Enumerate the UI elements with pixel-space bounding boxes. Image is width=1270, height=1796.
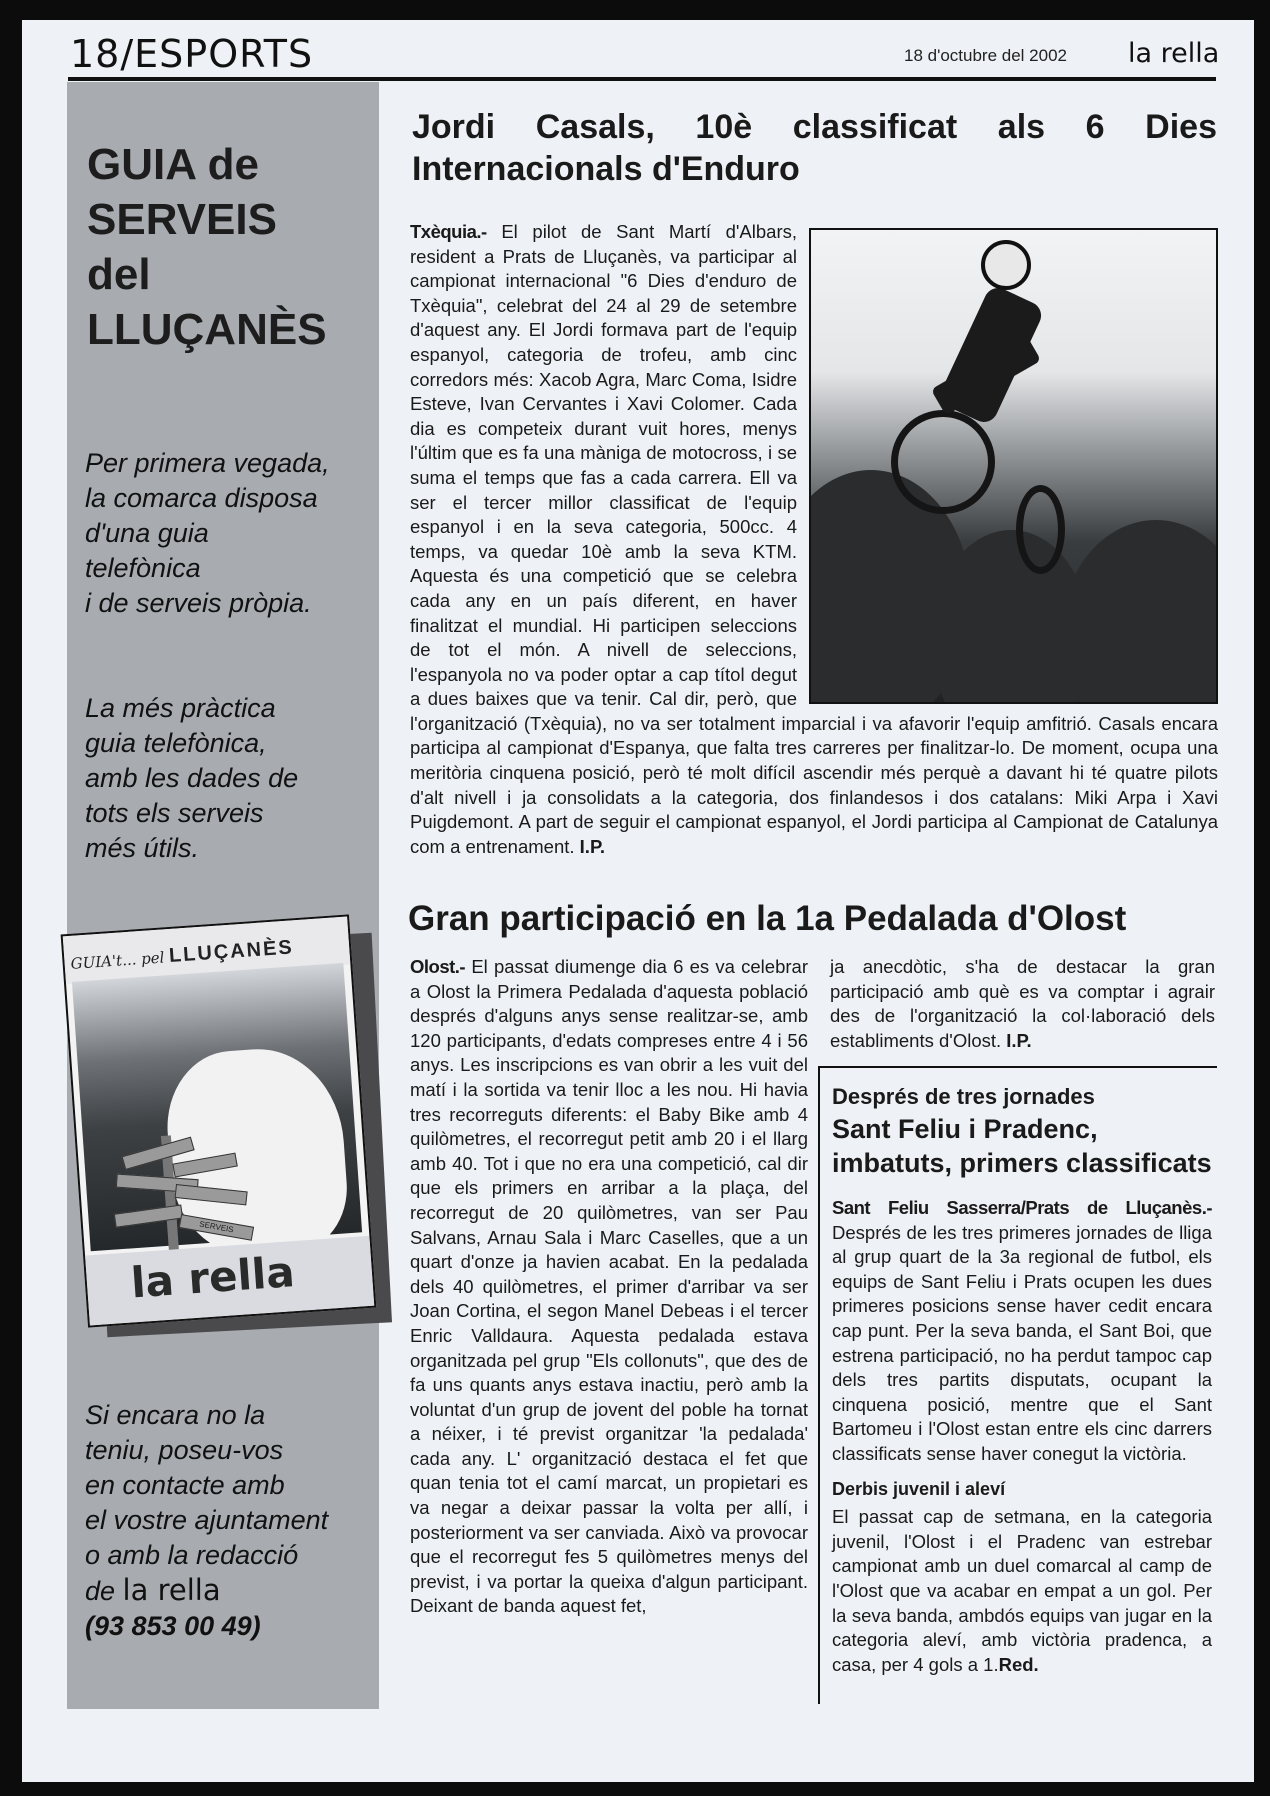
promo-line: Per primera vegada, bbox=[85, 448, 330, 478]
signpost-arrow: SERVEIS bbox=[179, 1214, 254, 1241]
promo-line: amb les dades de bbox=[85, 763, 299, 793]
football-article-box bbox=[818, 1066, 1217, 1704]
article2-signature: I.P. bbox=[1006, 1029, 1032, 1051]
promo-line: La més pràctica bbox=[85, 693, 276, 723]
article2-dateline: Olost.- bbox=[410, 956, 466, 977]
article1-headline: Jordi Casals, 10è classificat als 6 Dies Internacionals d'Enduro bbox=[412, 108, 1217, 188]
rider-helmet bbox=[981, 240, 1031, 290]
tree-shape bbox=[1061, 520, 1218, 704]
guide-cover-image bbox=[61, 914, 377, 1327]
cover-region: LLUÇANÈS bbox=[168, 936, 295, 968]
article2-column-2 bbox=[830, 955, 1215, 1053]
guide-title bbox=[87, 137, 327, 357]
newspaper-page bbox=[22, 20, 1254, 1782]
section-title: 18/ESPORTS bbox=[70, 32, 314, 76]
promo-line: més útils. bbox=[85, 833, 200, 863]
promo-line: tots els serveis bbox=[85, 798, 264, 828]
article3-subheading: Derbis juvenil i aleví bbox=[832, 1478, 1006, 1499]
motocross-photo bbox=[809, 228, 1218, 704]
guide-title-line: del bbox=[87, 250, 151, 299]
contact-line: o amb la redacció bbox=[85, 1540, 299, 1570]
contact-line: el vostre ajuntament bbox=[85, 1505, 329, 1535]
promo-text-1 bbox=[85, 446, 330, 621]
guide-title-line: SERVEIS bbox=[87, 195, 277, 244]
front-wheel bbox=[891, 410, 995, 514]
contact-prefix: de bbox=[85, 1576, 123, 1606]
article3-kicker: Després de tres jornades bbox=[832, 1084, 1095, 1109]
promo-text-2 bbox=[85, 691, 298, 866]
promo-line: guia telefònica, bbox=[85, 728, 267, 758]
promo-line: la comarca disposa bbox=[85, 483, 318, 513]
contact-text bbox=[85, 1398, 328, 1644]
contact-phone: (93 853 00 49) bbox=[85, 1611, 261, 1641]
contact-line: Si encara no la bbox=[85, 1400, 266, 1430]
guide-advert-sidebar bbox=[67, 82, 379, 1709]
article3-paragraph bbox=[832, 1196, 1212, 1467]
cover-guia-text: GUIA't... pel bbox=[70, 948, 165, 973]
article3-text-1: Després de les tres primeres jornades de lliga al grup quart de la 3a regional de futbol, els equips de Sant Feliu i Prats ocupen les dues primeres posicions sense haver cedit encara cap punt. Per la seva banda, el Sant Boi, que estrena participació, no ha perdut tampoc cap dels tres partits disputats, ocupant la cinquena posició, mentre que el Sant Bartomeu i l'Olost estan entre els cinc darrers classificats sense haver conegut la victòria. bbox=[832, 1221, 1212, 1464]
article3-headline: Sant Feliu i Pradenc, imbatuts, primers classificats bbox=[832, 1114, 1212, 1178]
guide-title-line: GUIA de bbox=[87, 140, 259, 189]
rear-wheel bbox=[1016, 485, 1065, 574]
article3-paragraph bbox=[832, 1505, 1212, 1677]
contact-brand: la rella bbox=[122, 1573, 221, 1607]
guide-title-line: LLUÇANÈS bbox=[87, 305, 327, 354]
cover-landscape-photo bbox=[72, 963, 362, 1251]
article1-signature: I.P. bbox=[579, 835, 606, 857]
article1-text: El pilot de Sant Martí d'Albars, resident a Prats de Lluçanès, va participar al campionat internacional "6 Dies d'enduro de Txèquia", celebrat del 24 al 29 de setembre d'aquest any. El Jordi formava part de l'equip espanyol, categoria de trofeu, amb cinc corredors més: Xacob Agra, Marc Coma, Isidre Esteve, Ivan Cervantes i Xavi Colomer. Cada dia es competeix durant vuit hores, menys l'últim que es fa una màniga de motocross, i se suma el temps que fas a cada carrera. Ell va ser el tercer millor classificat de l'equip espanyol i en la seva categoria, 500cc. 4 temps, va quedar 10è amb la seva KTM. Aquesta és una competició que se celebra cada any en un país diferent, en haver finalitzat el mundial. Hi participen seleccions de tot el món. A nivell de seleccions, l'espanyola no va poder optar a cap títol degut a dues baixes que va tenir. Cal dir, però, que l'organització (Txèquia), no va ser totalment imparcial i va afavorir l'equip amfitrió. Casals encara participa al campionat d'Espanya, que falta tres carreres per finalitzar-lo. De moment, ocupa una meritòria cinquena posició, però té molt difícil ascendir més perquè a davant hi té quatre pilots d'alt nivell i ja consolidats a la categoria, dos finlandesos i dos catalans: Miki Arpa i Xavi Puigdemont. A part de seguir el campionat espanyol, el Jordi participa al Campionat de Catalunya com a entrenament. bbox=[410, 221, 1218, 857]
article1-dateline: Txèquia.- bbox=[410, 221, 487, 242]
article3-dateline: Sant Feliu Sasserra/Prats de Lluçanès.- bbox=[832, 1197, 1212, 1218]
promo-line: d'una guia bbox=[85, 518, 209, 548]
cover-brand: la rella bbox=[129, 1247, 297, 1308]
article2-text-2: ja anecdòtic, s'ha de destacar la gran participació amb què es va comptar i agrair des de l'organització la col·laboració dels establiments d'Olost. bbox=[830, 956, 1215, 1051]
article2-text-1: El passat diumenge dia 6 es va celebrar a Olost la Primera Pedalada d'aquesta població després d'alguns anys sense realitzar-se, amb 120 participants, d'edats compreses entre 4 i 56 anys. Les inscripcions es van obrir a les vuit del matí i la sortida va tenir lloc a les nou. Hi havia tres recorreguts diferents: el Baby Bike amb 4 quilòmetres, el recorregut petit amb 20 i el llarg amb 40. Tot i que no era una competició, cal dir que els primers en arribar a la plaça, del recorregut de 20 quilòmetres, van ser Pau Salvans, Arnau Sala i Marc Caselles, que a un quart d'onze ja havien acabat. En la pedalada dels 40 quilòmetres, el primer d'arribar va ser Joan Cortina, el segon Manel Debeas i el tercer Enric Valldaura. Aquesta pedalada estava organitzada pel grup "Els collonuts", que des de fa uns quants anys estava inactiu, però amb la voluntat d'un grup de jovent del poble ha tornat a néixer, i té previst organitzar 'la pedalada' cada any. L' organització destaca el fet que quan tenia tot el camí marcat, un propietari es va negar a deixar passar la volta per allí, i posteriorment va ser canviada. Això va provocar que el recorregut fes 5 quilòmetres menys del previst, i va portar la queixa d'algun participant. Deixant de banda aquest fet, bbox=[410, 956, 808, 1617]
article3-signature: Red. bbox=[998, 1653, 1039, 1675]
publication-name: la rella bbox=[1128, 38, 1220, 69]
promo-line: telefònica bbox=[85, 553, 201, 583]
contact-line: teniu, poseu-vos bbox=[85, 1435, 284, 1465]
issue-date: 18 d'octubre del 2002 bbox=[904, 46, 1067, 65]
article3-body bbox=[832, 1196, 1212, 1677]
header-rule bbox=[68, 77, 1216, 81]
article2-headline: Gran participació en la 1a Pedalada d'Olost bbox=[408, 899, 1127, 938]
article1-body bbox=[410, 220, 1218, 859]
article2-column-1 bbox=[410, 955, 808, 1619]
promo-line: i de serveis pròpia. bbox=[85, 588, 312, 618]
article3-text-2: El passat cap de setmana, en la categoria juvenil, l'Olost i el Pradenc van estrebar campionat amb un duel comarcal al camp de l'Olost que va acabar en empat a un gol. Per la seva banda, ambdós equips van jugar en la categoria aleví, amb victòria pradenca, a casa, per 4 gols a 1. bbox=[832, 1506, 1212, 1675]
contact-line bbox=[85, 1573, 328, 1609]
contact-line: en contacte amb bbox=[85, 1470, 285, 1500]
